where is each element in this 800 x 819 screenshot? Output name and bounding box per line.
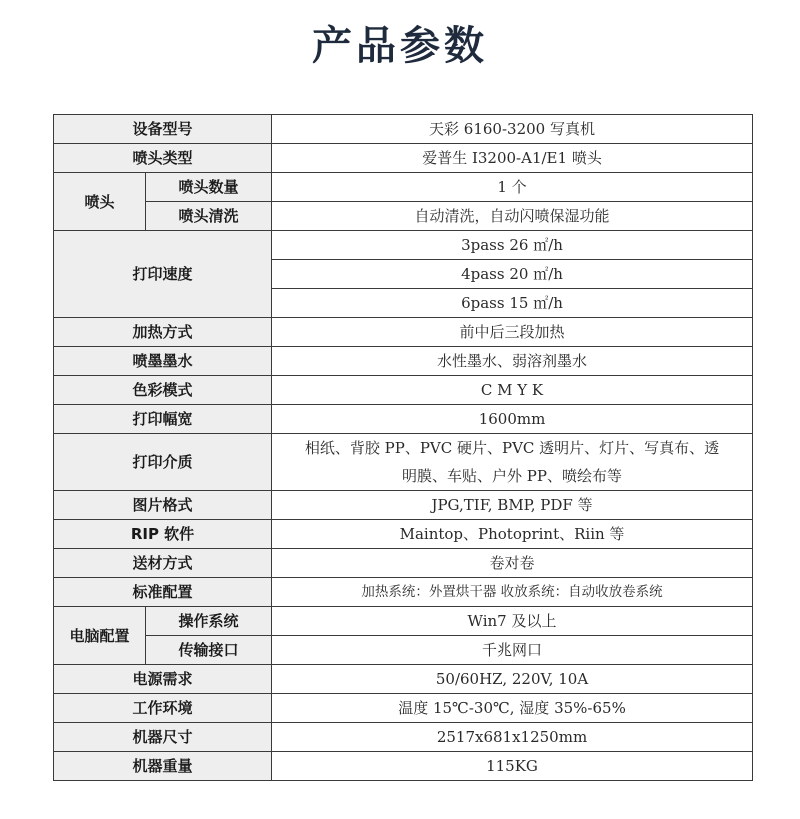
table-row	[54, 636, 753, 665]
row-value: 水性墨水、弱溶剂墨水	[272, 347, 753, 376]
row-label: 打印介质	[54, 434, 272, 491]
row-label: 加热方式	[54, 318, 272, 347]
row-value: 爱普生 I3200-A1/E1 喷头	[272, 144, 753, 173]
row-value: 3pass 26 ㎡/h	[272, 231, 753, 260]
row-label: 标准配置	[54, 578, 272, 607]
row-value: 温度 15℃-30℃, 湿度 35%-65%	[272, 694, 753, 723]
row-value: Maintop、Photoprint、Riin 等	[272, 520, 753, 549]
row-label: 电源需求	[54, 665, 272, 694]
row-value-multiline	[272, 434, 753, 491]
table-row	[54, 144, 753, 173]
row-label: 设备型号	[54, 115, 272, 144]
media-line-2: 明膜、车贴、户外 PP、喷绘布等	[402, 467, 622, 485]
table-row	[54, 607, 753, 636]
page-title: 产品参数	[312, 23, 488, 69]
table-row	[54, 694, 753, 723]
row-value: 50/60HZ, 220V, 10A	[272, 665, 753, 694]
table-row	[54, 520, 753, 549]
table-row	[54, 578, 753, 607]
row-value: 2517x681x1250mm	[272, 723, 753, 752]
row-label: 工作环境	[54, 694, 272, 723]
row-value: 天彩 6160-3200 写真机	[272, 115, 753, 144]
table-row	[54, 434, 753, 491]
group-label: 喷头	[54, 173, 146, 231]
table-row	[54, 665, 753, 694]
row-label: 喷头类型	[54, 144, 272, 173]
row-value: 6pass 15 ㎡/h	[272, 289, 753, 318]
row-value: 1600mm	[272, 405, 753, 434]
group-label: 电脑配置	[54, 607, 146, 665]
row-value: 前中后三段加热	[272, 318, 753, 347]
table-row	[54, 173, 753, 202]
row-value: 4pass 20 ㎡/h	[272, 260, 753, 289]
row-label: 传输接口	[146, 636, 272, 665]
table-row	[54, 405, 753, 434]
row-label: 机器尺寸	[54, 723, 272, 752]
media-line-1: 相纸、背胶 PP、PVC 硬片、PVC 透明片、灯片、写真布、透	[304, 439, 720, 457]
row-label: 图片格式	[54, 491, 272, 520]
row-value: 卷对卷	[272, 549, 753, 578]
row-value: JPG,TIF, BMP, PDF 等	[272, 491, 753, 520]
row-label: 机器重量	[54, 752, 272, 781]
row-value: 千兆网口	[272, 636, 753, 665]
table-row	[54, 491, 753, 520]
row-label: 喷墨墨水	[54, 347, 272, 376]
table-row	[54, 752, 753, 781]
table-row	[54, 376, 753, 405]
row-value: 1 个	[272, 173, 753, 202]
row-value: C M Y K	[272, 376, 753, 405]
row-label: 喷头清洗	[146, 202, 272, 231]
row-label: 送材方式	[54, 549, 272, 578]
row-label: 操作系统	[146, 607, 272, 636]
table-row	[54, 318, 753, 347]
row-label: RIP 软件	[54, 520, 272, 549]
row-label: 打印幅宽	[54, 405, 272, 434]
row-value: 115KG	[272, 752, 753, 781]
table-row	[54, 347, 753, 376]
table-row	[54, 231, 753, 260]
row-value: Win7 及以上	[272, 607, 753, 636]
table-row	[54, 202, 753, 231]
row-label: 色彩模式	[54, 376, 272, 405]
row-label: 打印速度	[54, 231, 272, 318]
table-row	[54, 723, 753, 752]
spec-table	[53, 114, 753, 781]
row-value: 加热系统：外置烘干器 收放系统：自动收放卷系统	[272, 578, 753, 607]
table-row	[54, 115, 753, 144]
table-row	[54, 549, 753, 578]
row-label: 喷头数量	[146, 173, 272, 202]
row-value: 自动清洗，自动闪喷保湿功能	[272, 202, 753, 231]
